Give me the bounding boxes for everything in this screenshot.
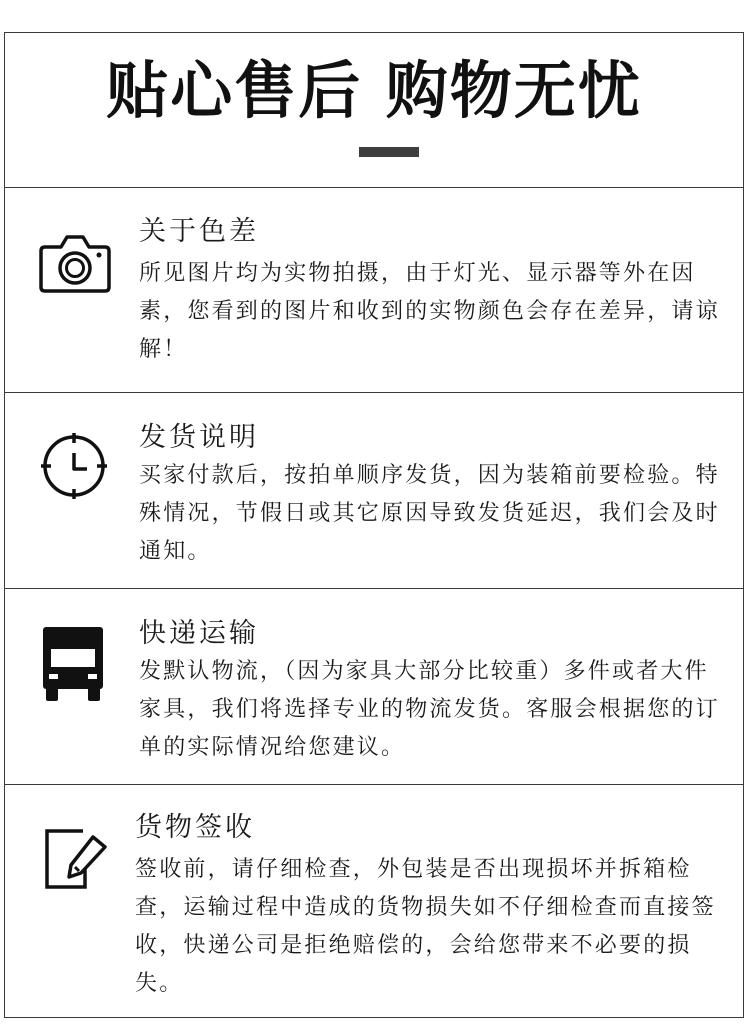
- section-body: 签收前，请仔细检查，外包装是否出现损坏并拆箱检查，运输过程中造成的货物损失如不仔细检查而直接签收，快递公司是拒绝赔偿的，会给您带来不必要的损失。: [135, 857, 716, 996]
- section-body: 发默认物流，（因为家具大部分比较重）多件或者大件家具，我们将选择专业的物流发货。客服会根据您的订单的实际情况给您建议。: [139, 659, 720, 760]
- section-title: 快递运输: [139, 618, 259, 649]
- section-color-difference: [5, 187, 743, 393]
- header: [5, 33, 743, 188]
- section-title: 发货说明: [139, 422, 259, 453]
- truck-icon: [41, 627, 105, 707]
- section-body: 买家付款后，按拍单顺序发货，因为装箱前要检验。特殊情况，节假日或其它原因导致发货延迟，我们会及时通知。: [139, 463, 720, 564]
- section-title: 货物签收: [135, 812, 255, 843]
- section-goods-receipt: [5, 785, 743, 1017]
- clock-icon: [41, 433, 107, 503]
- camera-icon: [39, 233, 111, 299]
- page-title: 贴心售后 购物无忧: [106, 54, 642, 127]
- section-express-delivery: [5, 589, 743, 785]
- title-underline: [359, 147, 419, 157]
- section-shipping-note: [5, 393, 743, 589]
- section-title: 关于色差: [139, 216, 259, 247]
- page-frame: [4, 32, 744, 1018]
- sign-document-icon: [45, 829, 111, 893]
- section-body: 所见图片均为实物拍摄，由于灯光、显示器等外在因素，您看到的图片和收到的实物颜色会存在差异，请谅解！: [139, 261, 720, 362]
